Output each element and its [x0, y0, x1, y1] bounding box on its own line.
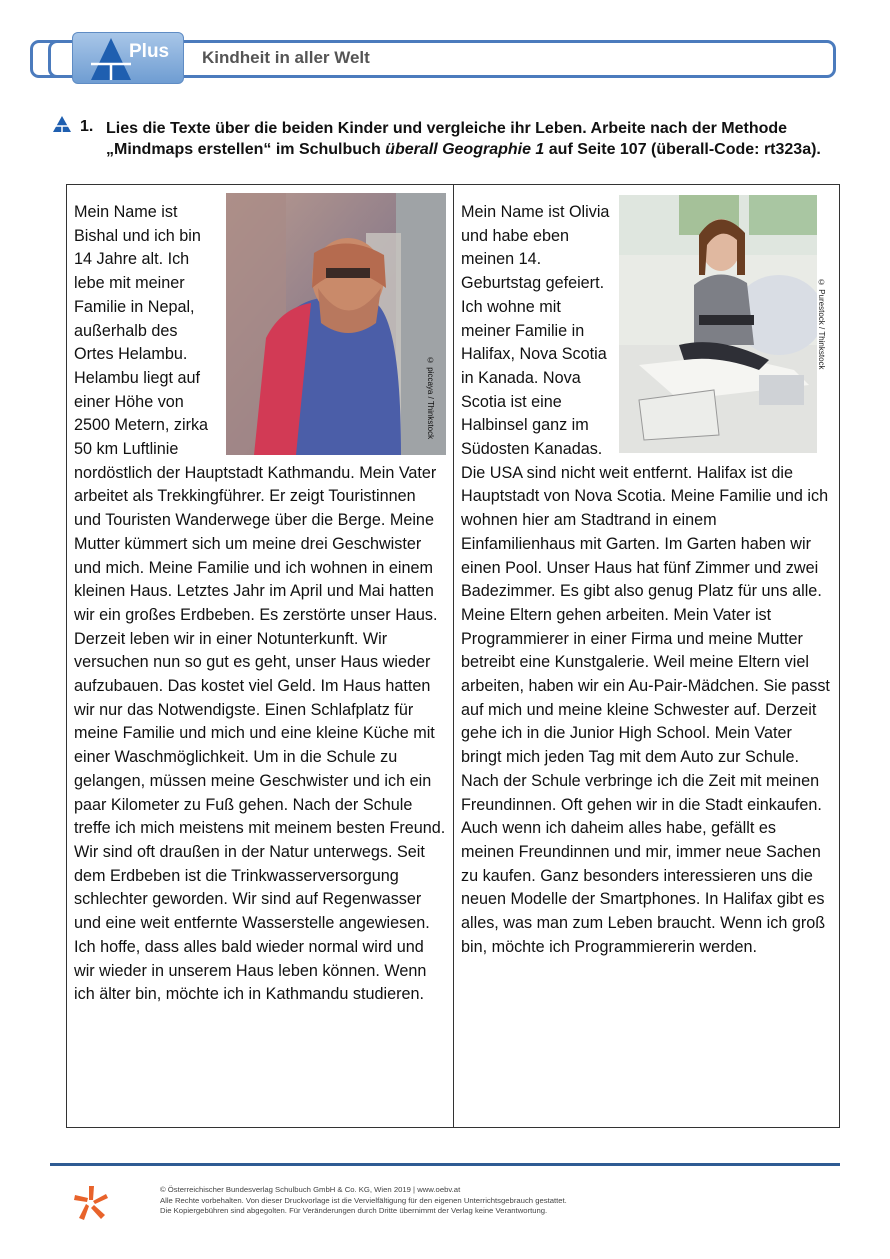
bishal-photo-credit: © piccaya / Thinkstock [426, 356, 435, 440]
olivia-photo [619, 195, 833, 453]
footer-line-3: Die Kopiergebühren sind abgegolten. Für Veränderungen durch Dritte übernimmt der Verlag keine Verantwortung. [160, 1206, 548, 1215]
olivia-text: Mein Name ist Olivia und habe eben meinen 14. Geburtstag gefeiert. Ich wohne mit meiner Familie in Halifax, Nova Scotia in Kanada. Nova Scotia ist eine Halbinsel ganz im Südosten Kanadas. Die USA sind nicht weit entfernt. Halifax ist die Hauptstadt von Nova Scotia. Meine Familie und ich wohnen hier am Stadtrand in einem Einfamilienhaus mit Garten. Im Garten haben wir einen Pool. Unser Haus hat fünf Zimmer und zwei Badezimmer. Es gibt also genug Platz für uns alle. Meine Eltern gehen arbeiten. Mein Vater ist Programmierer in einer Firma und meine Mutter betreibt eine Kunstgalerie. Weil meine Eltern viel arbeiten, haben wir ein Au-Pair-Mädchen. Sie passt auf mich und meine kleine Schwester auf. Derzeit gehe ich in die Junior High School. Mein Vater bringt mich jeden Tag mit dem Auto zur Schule. Nach der Schule verbringe ich die Zeit mit meinen Freundinnen. Oft gehen wir in die Stadt einkaufen. Auch wenn ich daheim alles habe, gefällt es meinen Freundinnen und mir, immer neue Sachen zu kaufen. Ganz besonders interessieren uns die neuen Modelle der Smartphones. In Halifax gibt es alles, was man zum Leben braucht. Wenn ich groß bin, möchte ich Programmiererin werden. [461, 203, 830, 956]
task-text-part1: Lies die Texte über die beiden Kinder und vergleiche ihr Leben. Arbeite nach der Methode „Mindmaps erstellen“ im Schulbuch [106, 120, 788, 158]
triangle-logo-icon [89, 36, 133, 82]
olivia-photo-credit: © Purestock / Thinkstock [817, 278, 826, 370]
bishal-text: Mein Name ist Bishal und ich bin 14 Jahre alt. Ich lebe mit meiner Familie in Nepal, außerhalb des Ortes Helambu. Helambu liegt auf einer Höhe von 2500 Metern, zirka 50 km Luftlinie nordöstlich der Hauptstadt Kathmandu. Mein Vater arbeitet als Trekkingführer. Er zeigt Touristinnen und Touristen Wanderwege über die Berge. Meine Mutter kümmert sich um meine drei Geschwister und mich. Meine Familie und ich wohnen in einem kleinen Haus. Letztes Jahr im April und Mai hatten wir ein großes Erdbeben. Es zerstörte unser Haus. Derzeit leben wir in einer Notunterkunft. Wir versuchen nun so gut es geht, unser Haus wieder aufzubauen. Das kostet viel Geld. Im Haus hatten wir nur das Notwendigste. Einen Schlafplatz für meine Familie und mich und eine kleine Küche mit einer Waschmöglichkeit. Um in die Schule zu gelangen, müssen meine Geschwister und ich ein paar Kilometer zu Fuß gehen. Nach der Schule treffe ich mich meistens mit meinem besten Freund. Wir sind oft draußen in der Natur unterwegs. Seit dem Erdbeben ist die Trinkwasserversorgung schlechter geworden. Wir sind auf Regenwasser und eine weit entfernte Wasserstelle angewiesen. Ich hoffe, dass alles bald wieder normal wird und wir wieder in unserem Haus leben können. Wenn ich älter bin, möchte ich in Kathmandu studieren. [74, 203, 446, 1004]
plus-badge-label: Plus [129, 41, 170, 62]
olivia-column [461, 201, 833, 960]
footer-copyright [160, 1185, 800, 1217]
task-book-title: überall Geographie 1 [385, 141, 545, 158]
task-triangle-icon [52, 115, 72, 133]
task-number: 1. [80, 118, 94, 135]
footer-line-2: Alle Rechte vorbehalten. Von dieser Druckvorlage ist die Vervielfältigung für den eigenen Unterrichtsgebrauch gestattet. [160, 1195, 567, 1205]
task-text-part2: auf Seite 107 (überall-Code: rt323a). [544, 141, 821, 158]
column-divider [453, 184, 454, 1128]
publisher-logo-icon [72, 1184, 110, 1222]
olivia-photo-image [619, 195, 817, 453]
footer-line-1: © Österreichischer Bundesverlag Schulbuch GmbH & Co. KG, Wien 2019 | www.oebv.at [160, 1185, 461, 1194]
task-instruction [106, 118, 836, 160]
footer-divider [50, 1163, 840, 1166]
bishal-column [74, 201, 446, 1007]
page-title: Kindheit in aller Welt [202, 48, 370, 67]
bishal-photo-image [226, 193, 446, 455]
bishal-photo [226, 193, 446, 455]
plus-badge [72, 32, 184, 84]
